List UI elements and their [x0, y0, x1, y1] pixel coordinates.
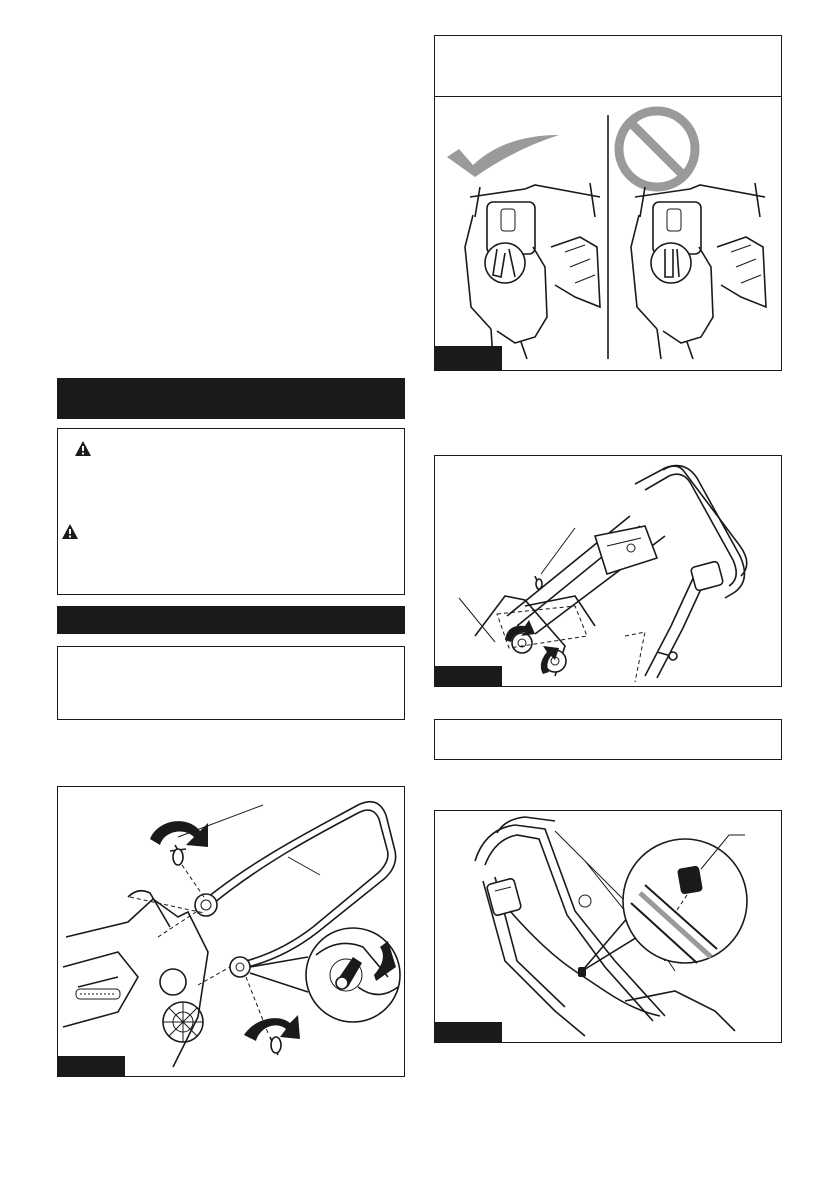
cord-hook-illustration — [435, 811, 780, 1041]
handle-fold-illustration — [435, 456, 780, 685]
notice-box — [57, 646, 405, 720]
checkmark-icon — [447, 135, 559, 177]
figure-tag — [58, 1056, 125, 1076]
warning-triangle-icon — [61, 523, 79, 540]
section-header-bar — [57, 378, 405, 419]
prohibited-icon — [619, 111, 695, 187]
figure-handle-install — [57, 786, 405, 1077]
subsection-header-bar — [57, 606, 405, 634]
figure-handle-fold — [434, 455, 782, 687]
warning-box — [57, 428, 405, 595]
correct-incorrect-illustration — [435, 97, 780, 369]
figure-tag — [435, 1022, 502, 1042]
warning-triangle-icon — [74, 440, 92, 457]
figure-cord-hook — [434, 810, 782, 1043]
notice-box-mid-right — [434, 719, 782, 760]
notice-box-top-right — [434, 35, 782, 97]
handle-assembly-illustration — [58, 787, 403, 1075]
figure-correct-incorrect — [434, 96, 782, 371]
figure-tag — [435, 346, 502, 370]
figure-tag — [435, 666, 502, 686]
